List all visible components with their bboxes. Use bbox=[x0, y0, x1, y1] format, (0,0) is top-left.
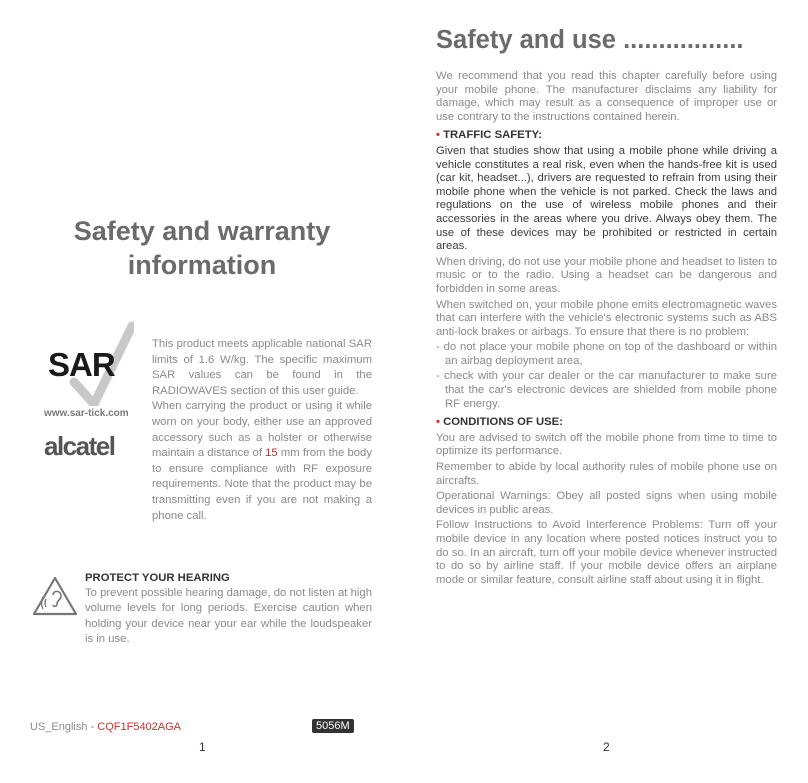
page-number-left: 1 bbox=[199, 740, 206, 754]
heading-text: CONDITIONS OF USE: bbox=[443, 416, 563, 429]
footer-doc-code bbox=[30, 721, 181, 733]
safety-body bbox=[436, 70, 777, 589]
traffic-list-item-2: - check with your car dealer or the car manufacturer to make sure that the car's electronic devices are shielded from mobile phone RF energy. bbox=[436, 370, 777, 410]
traffic-paragraph-1: Given that studies show that using a mobile phone while driving a vehicle constitutes a real risk, even when the hands-free kit is used (car kit, headset...), drivers are requested to refrain from using their mobile phone when the vehicle is not parked. Check the laws and regulations on the use of wireless mobile phones and their accessories in the areas where you drive. Always obey them. The use of these devices may be prohibited or restricted in certain areas. bbox=[436, 144, 777, 253]
traffic-paragraph-2: When driving, do not use your mobile phone and headset to listen to music or to the radio. Using a headset can be dangerous and forbidden in some areas. bbox=[436, 255, 778, 295]
conditions-paragraph-2: Remember to abide by local authority rules of mobile phone use on aircrafts. bbox=[436, 461, 777, 487]
hearing-heading: PROTECT YOUR HEARING bbox=[85, 572, 230, 584]
protect-hearing-section bbox=[85, 572, 372, 648]
hearing-warning-icon bbox=[32, 575, 78, 617]
alcatel-logo: alcatel bbox=[44, 431, 115, 461]
logo-column bbox=[44, 320, 140, 462]
hearing-text: To prevent possible hearing damage, do not listen at high volume levels for long periods. Exercise caution when holding your device near your ear while the loudspeaker is in use. bbox=[85, 587, 372, 646]
bullet: • bbox=[436, 416, 440, 429]
page-number-right: 2 bbox=[603, 740, 610, 754]
sar-logo bbox=[44, 320, 134, 406]
conditions-paragraph-3: Operational Warnings: Obey all posted signs when using mobile devices in public areas. bbox=[436, 490, 777, 516]
footer-code: CQF1F5402AGA bbox=[97, 721, 182, 733]
sar-paragraph-2 bbox=[152, 399, 372, 524]
bullet: • bbox=[436, 129, 440, 142]
heading-text: TRAFFIC SAFETY: bbox=[443, 129, 543, 142]
sar-paragraph-1: This product meets applicable national SAR limits of 1.6 W/kg. The specific maximum SAR values can be found in the RADIOWAVES section of this user guide. bbox=[152, 338, 372, 397]
traffic-paragraph-3: When switched on, your mobile phone emits electromagnetic waves that can interfere with the vehicle's electronic systems such as ABS anti-lock brakes or airbags. To ensure that there is no problem: bbox=[436, 298, 777, 338]
conditions-paragraph-4: Follow Instructions to Avoid Interference Problems: Turn off your mobile device in any location where posted notices instruct you to do so. In an aircraft, turn off your mobile device whenever instructed to do so by airline staff. If your mobile device offers an airplane mode or similar feature, consult airline staff about using it in flight. bbox=[436, 519, 777, 586]
sar-info bbox=[152, 337, 372, 524]
sar-logo-text: SAR bbox=[48, 346, 115, 383]
distance-value: 15 bbox=[265, 447, 278, 460]
traffic-safety-heading bbox=[436, 129, 777, 143]
conditions-paragraph-1: You are advised to switch off the mobile phone from time to time to optimize its performance. bbox=[436, 431, 777, 458]
footer-language: US_English - bbox=[30, 721, 98, 733]
model-badge: 5056M bbox=[312, 719, 354, 733]
sar-paragraph-2-start: When carrying the product or using it while worn on your body, either use an approved accessory such as a holster or otherwise maintain a distance of bbox=[152, 400, 372, 460]
sar-paragraph-2-end: mm from the body to ensure compliance with RF exposure requirements. Note that the product may be transmitting even if you are not making a phone call. bbox=[152, 447, 372, 522]
page-title: Safety and warranty information bbox=[73, 216, 331, 280]
traffic-list-item-1: - do not place your mobile phone on top of the dashboard or within an airbag deployment area, bbox=[436, 341, 777, 367]
section-title: Safety and use ................. bbox=[436, 26, 744, 54]
right-page bbox=[404, 0, 808, 783]
sar-url: www.sar-tick.com bbox=[44, 408, 129, 419]
conditions-heading bbox=[436, 416, 777, 430]
intro-paragraph: We recommend that you read this chapter carefully before using your mobile phone. The manufacturer disclaims any liability for damage, which may result as a consequence of improper use or use contrary to the instructions contained herein. bbox=[436, 70, 777, 123]
